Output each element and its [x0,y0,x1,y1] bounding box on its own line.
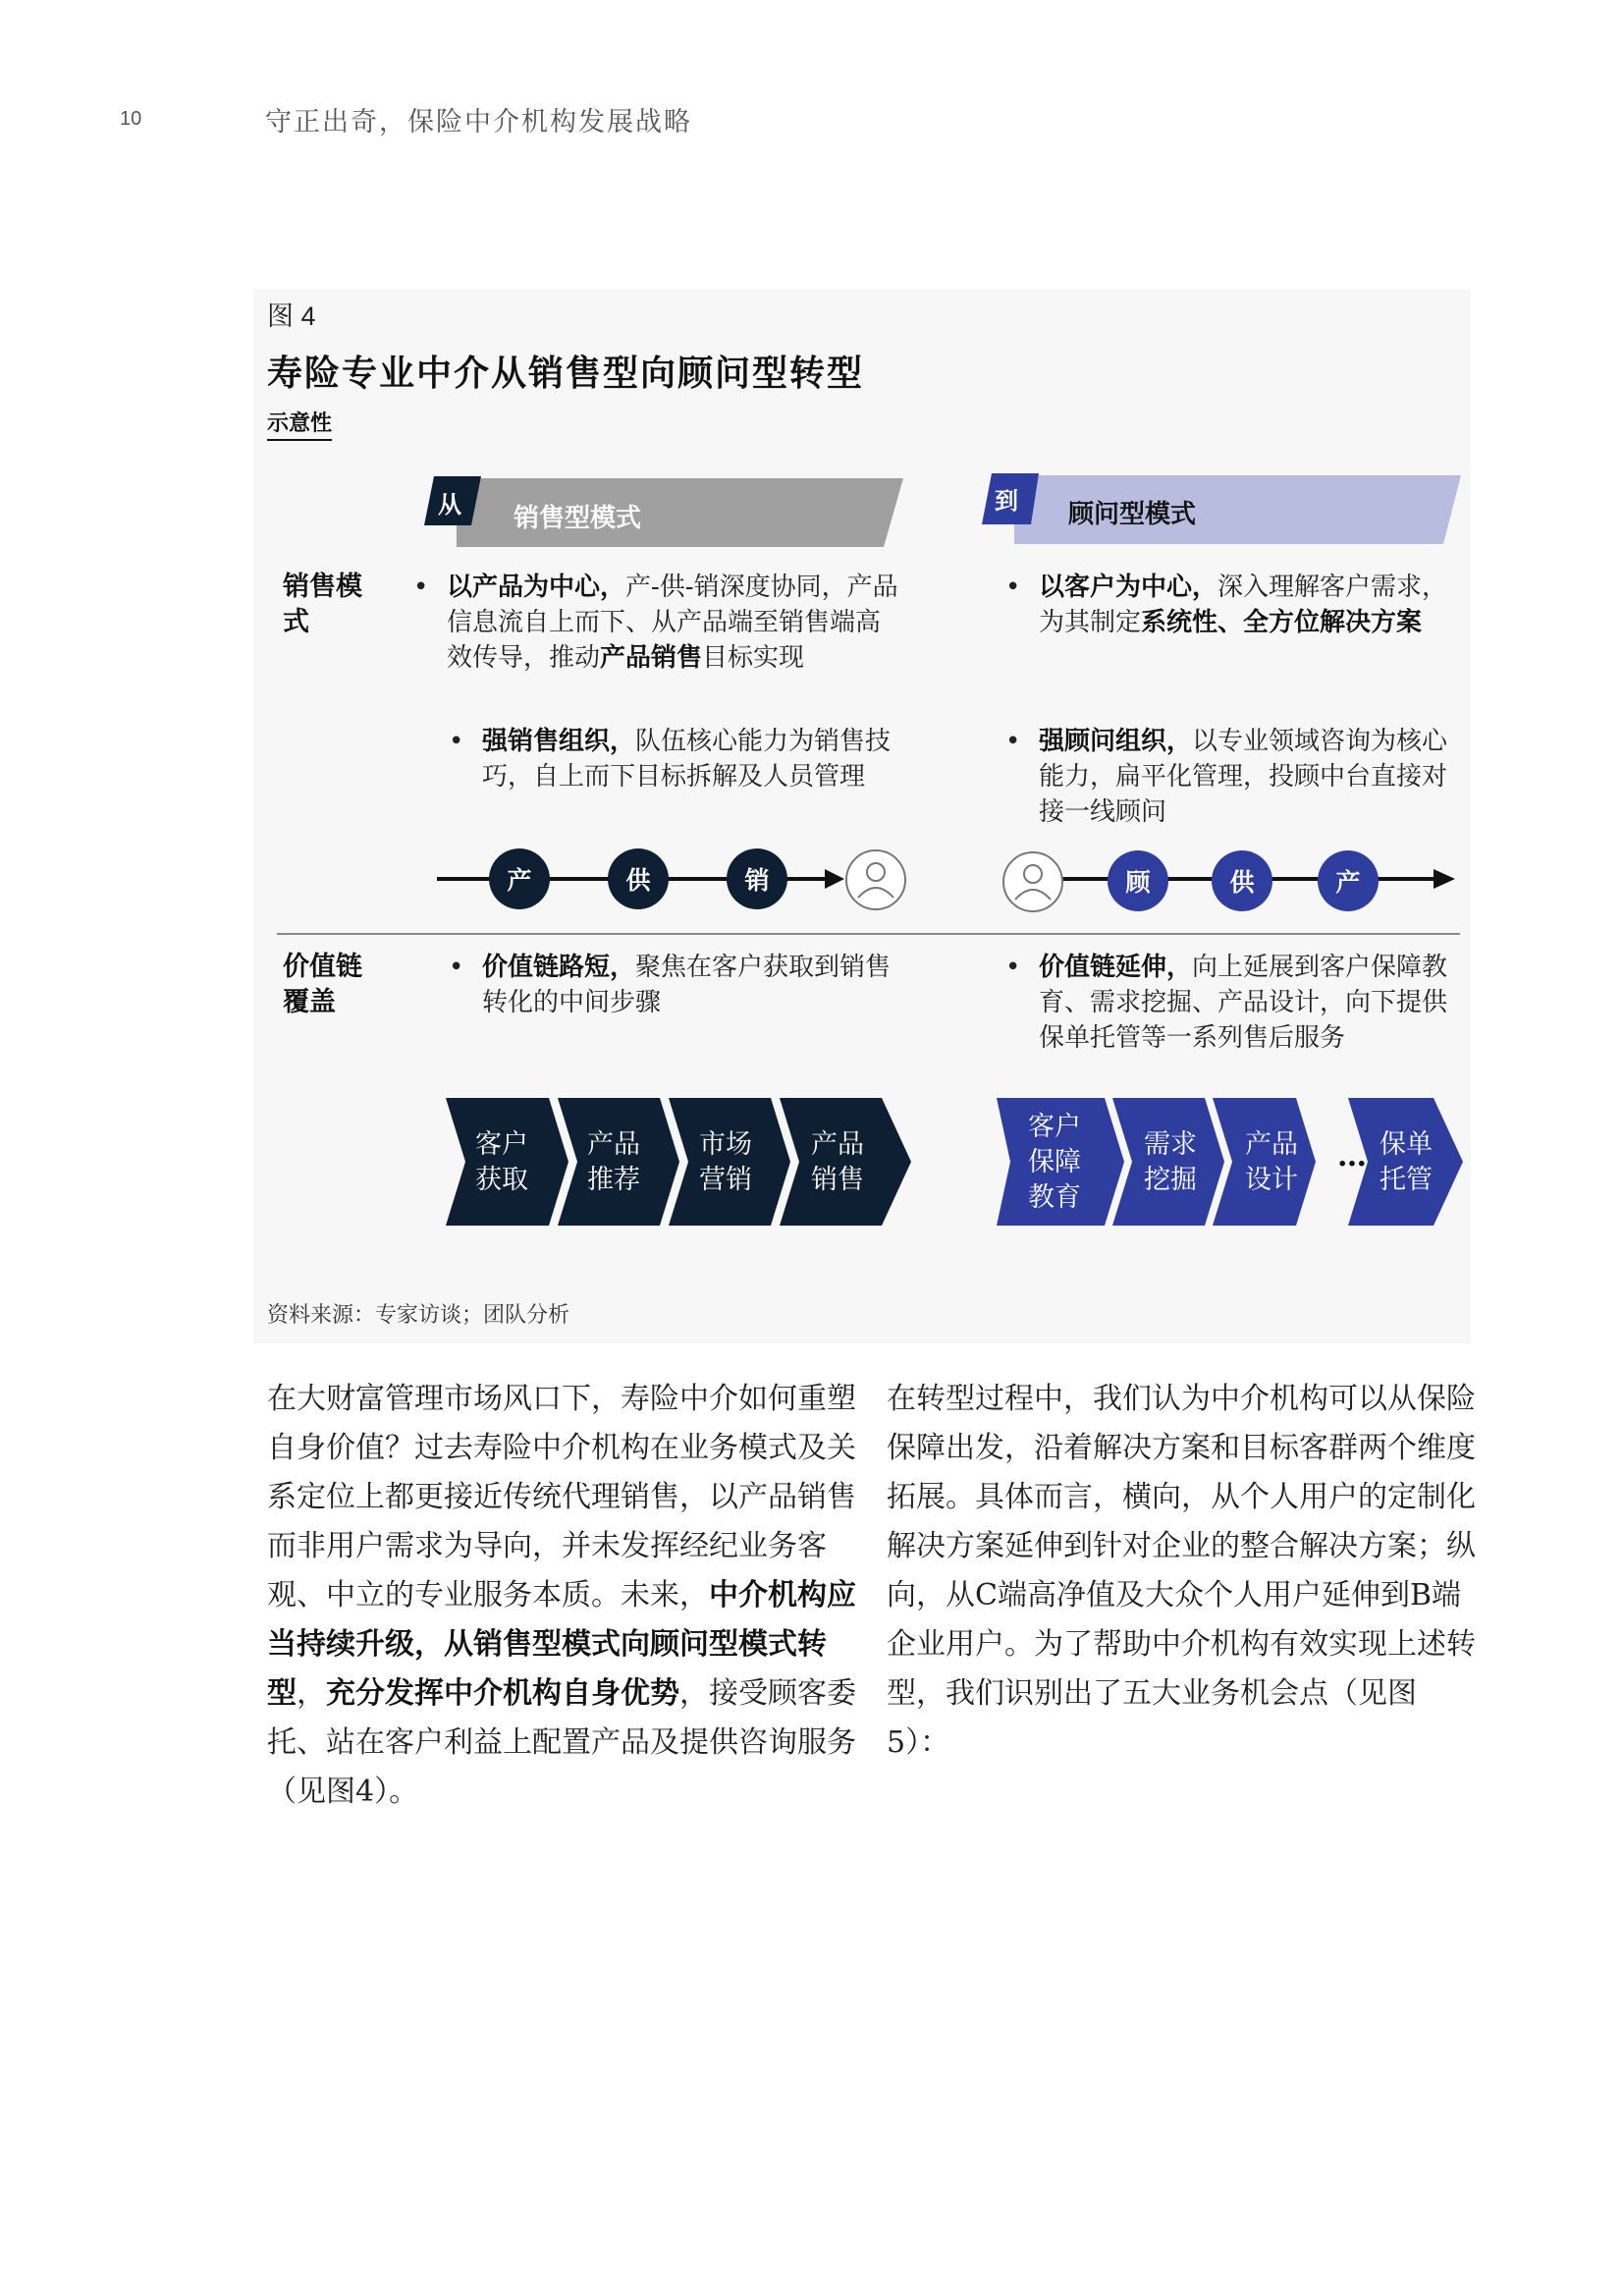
right-chain-ellipsis: … [1337,1139,1367,1174]
right-banner-tag: 到 [995,486,1018,515]
right-flow-node-1: 顾 [1108,850,1168,911]
left-banner-tag: 从 [438,490,461,519]
right-value-bullet: • 价值链延伸，向上延展到客户保障教育、需求挖掘、产品设计，向下提供保单托管等一系列售后服务 [1005,953,1448,1053]
body-right-column: 在转型过程中，我们认为中介机构可以从保险保障出发，沿着解决方案和目标客群两个维度拓展。具体而言，横向，从个人用户的定制化解决方案延伸到针对企业的整合解决方案；纵向，从C端高净值及大众个人用户延伸到B端企业用户。为了帮助中介机构有效实现上述转型，我们识别出了五大业务机会点（见图5）： [887,1382,1476,1760]
left-chain-step-4: 产品销售 [811,1129,864,1195]
right-sales-bullet-2: • 强顾问组织，以专业领域咨询为核心能力，扁平化管理，投顾中台直接对接一线顾问 [1005,727,1448,827]
page-number: 10 [120,108,142,130]
figure-source: 资料来源：专家访谈；团队分析 [267,1303,570,1328]
figure-title: 寿险专业中介从销售型向顾问型转型 [267,353,865,394]
right-sales-bullet-1: • 以客户为中心，深入理解客户需求，为其制定系统性、全方位解决方案 [1005,573,1448,637]
left-value-bullet: • 价值链路短，聚焦在客户获取到销售转化的中间步骤 [449,953,892,1017]
row-label-value-chain: 价值链覆盖 [283,952,362,1017]
left-sales-bullet-1: • 以产品为中心，产-供-销深度协同，产品信息流自上而下、从产品端至销售端高效传导，推动产品销售目标实现 [413,573,898,673]
left-sales-bullet-2: • 强销售组织，队伍核心能力为销售技巧，自上而下目标拆解及人员管理 [449,727,892,792]
figure-number: 图 4 [267,301,316,331]
customer-person-icon [844,848,907,911]
body-left-column: 在大财富管理市场风口下，寿险中介如何重塑自身价值？过去寿险中介机构在业务模式及关系定位上都更接近传统代理销售，以产品销售而非用户需求为导向，并未发挥经纪业务客观、中立的专业服务本质。未来，中介机构应当持续升级，从销售型模式向顾问型模式转型，充分发挥中介机构自身优势，接受顾客委托、站在客户利益上配置产品及提供咨询服务（见图4）。 [267,1382,856,1809]
figure-subtitle: 示意性 [267,407,332,441]
right-chain-step-2: 需求挖掘 [1144,1129,1197,1195]
right-flow-node-3: 产 [1318,850,1379,911]
figure-divider [277,933,1460,935]
left-chain-step-3: 市场营销 [699,1129,752,1195]
right-banner [980,473,1461,544]
left-banner [422,476,903,547]
left-banner-label: 销售型模式 [514,504,642,533]
advisor-person-icon [1001,850,1064,913]
left-chain-step-2: 产品推荐 [587,1129,640,1195]
left-flow-node-2: 供 [608,848,669,909]
left-flow-node-3: 销 [727,848,787,909]
right-chain-step-3: 产品设计 [1245,1129,1298,1195]
running-title: 守正出奇，保险中介机构发展战略 [265,107,692,137]
right-chain-step-1: 客户保障教育 [1028,1112,1081,1213]
row-label-sales-model: 销售模式 [283,572,362,637]
left-chain-step-1: 客户获取 [475,1129,528,1195]
left-flow-node-1: 产 [489,848,550,909]
right-chain-step-4: 保单托管 [1380,1129,1433,1195]
right-flow-node-2: 供 [1212,850,1272,911]
right-banner-label: 顾问型模式 [1068,500,1197,529]
